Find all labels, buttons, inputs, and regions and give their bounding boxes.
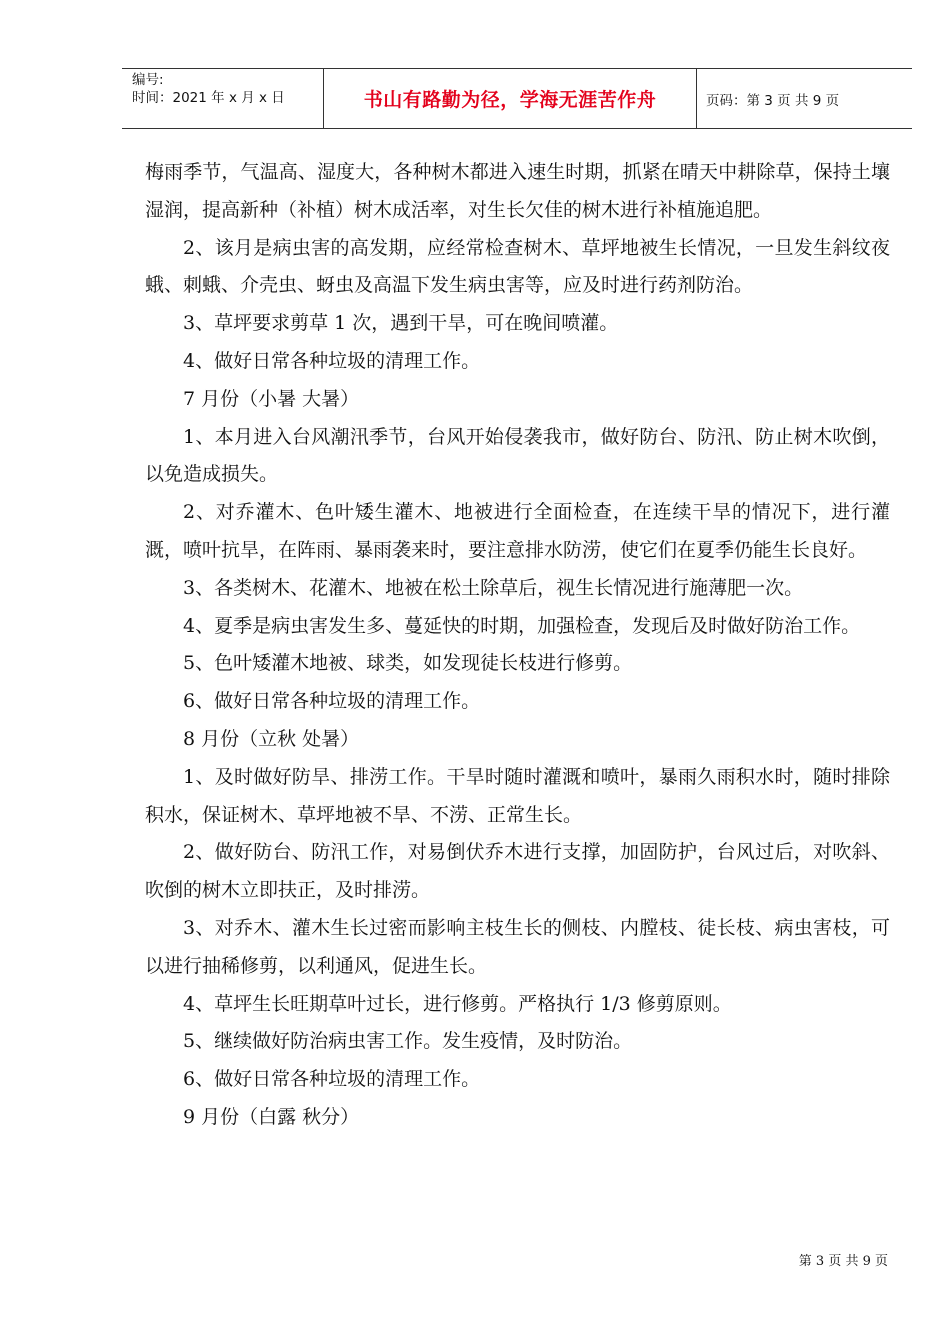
paragraph: 2、对乔灌木、色叶矮生灌木、地被进行全面检查，在连续干旱的情况下，进行灌溉，喷叶抗旱，在阵雨、暴雨袭来时，要注意排水防涝，使它们在夏季仍能生长良好。 [145,501,890,561]
paragraph: 2、该月是病虫害的高发期，应经常检查树木、草坪地被生长情况，一旦发生斜纹夜蛾、刺蛾、介壳虫、蚜虫及高温下发生病虫害等，应及时进行药剂防治。 [145,236,890,297]
header-motto: 书山有路勤为径，学海无涯苦作舟 [363,89,657,111]
paragraph: 6、做好日常各种垃圾的清理工作。 [183,690,481,713]
paragraph: 3、对乔木、灌木生长过密而影响主枝生长的侧枝、内膛枝、徒长枝、病虫害枝，可以进行抽稀修剪，以利通风，促进生长。 [145,916,890,977]
header-page-number: 页码：第 3 页 共 9 页 [706,92,840,109]
paragraph: 梅雨季节，气温高、湿度大，各种树木都进入速生时期，抓紧在晴天中耕除草，保持土壤湿润，提高新种（补植）树木成活率，对生长欠佳的树木进行补植施追肥。 [145,161,890,221]
paragraph: 4、夏季是病虫害发生多、蔓延快的时期，加强检查，发现后及时做好防治工作。 [183,614,861,637]
header-info [132,71,322,107]
section-heading: 9 月份（白露 秋分） [183,1105,360,1128]
paragraph: 4、做好日常各种垃圾的清理工作。 [183,349,481,372]
paragraph: 1、及时做好防旱、排涝工作。干旱时随时灌溉和喷叶，暴雨久雨积水时，随时排除积水，保证树木、草坪地被不旱、不涝、正常生长。 [145,765,890,826]
paragraph: 3、各类树木、花灌木、地被在松土除草后，视生长情况进行施薄肥一次。 [183,576,804,599]
document-time-label: 时间：2021 年 x 月 x 日 [132,90,285,106]
paragraph: 5、色叶矮灌木地被、球类，如发现徒长枝进行修剪。 [183,652,633,675]
paragraph: 2、做好防台、防汛工作，对易倒伏乔木进行支撑，加固防护，台风过后，对吹斜、吹倒的树木立即扶正，及时排涝。 [145,841,890,902]
document-body [145,154,890,1137]
page-footer: 第 3 页 共 9 页 [798,1254,888,1269]
header-motto-cell [323,69,697,128]
paragraph: 4、草坪生长旺期草叶过长，进行修剪。严格执行 1/3 修剪原则。 [183,992,732,1015]
paragraph: 5、继续做好防治病虫害工作。发生疫情，及时防治。 [183,1030,633,1053]
document-number-label: 编号: [132,72,164,88]
section-heading: 7 月份（小暑 大暑） [183,387,360,410]
paragraph: 6、做好日常各种垃圾的清理工作。 [183,1068,481,1091]
page-header [122,68,912,129]
paragraph: 1、本月进入台风潮汛季节，台风开始侵袭我市，做好防台、防汛、防止树木吹倒，以免造成损失。 [145,425,890,486]
section-heading: 8 月份（立秋 处暑） [183,727,360,750]
paragraph: 3、草坪要求剪草 1 次，遇到干旱，可在晚间喷灌。 [183,312,619,335]
